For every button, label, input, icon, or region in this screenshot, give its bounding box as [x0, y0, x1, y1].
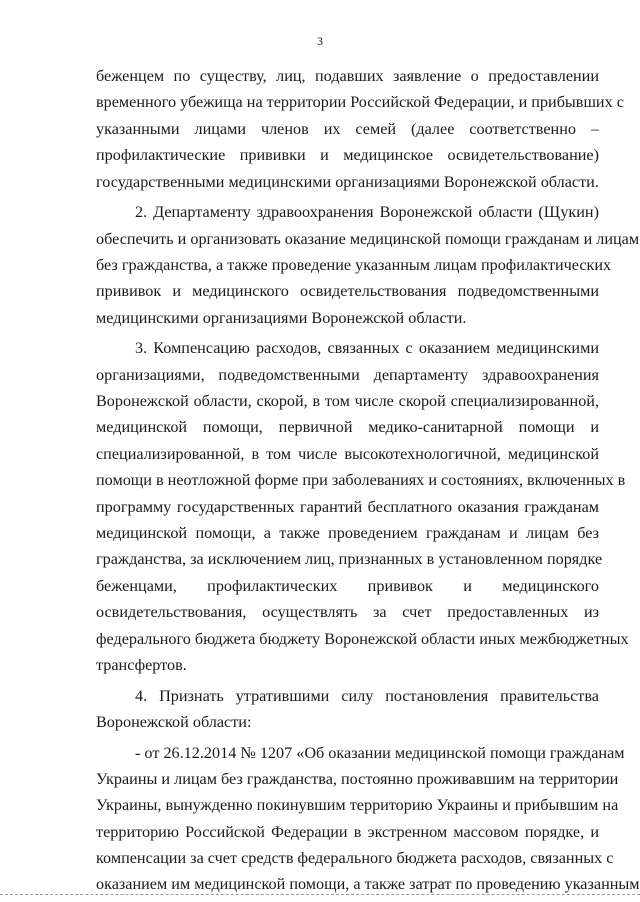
paragraph-4-first-line: 4. Признать утратившими силу постановления правительства [135, 686, 599, 705]
text-line: оказанием им медицинской помощи, а также затрат по проведению указанным [96, 875, 640, 894]
text-line: указанными лицами членов их семей (далее соответственно – [96, 119, 599, 138]
text-line: медицинской помощи, первичной медико-санитарной помощи и [96, 418, 599, 437]
text-line: государственными медицинскими организациями Воронежской области. [96, 172, 599, 191]
text-line: Воронежской области, скорой, в том числе скорой специализированной, [96, 392, 599, 411]
text-line: помощи в неотложной форме при заболеваниях и состояниях, включенных в [96, 471, 626, 490]
text-line: Воронежской области: [96, 712, 252, 731]
text-line: без гражданства, а также проведение указанным лицам профилактических [96, 255, 612, 274]
list-item-first-line: - от 26.12.2014 № 1207 «Об оказании медицинской помощи гражданам [135, 743, 625, 762]
paragraph-3-first-line: 3. Компенсацию расходов, связанных с оказанием медицинскими [135, 339, 599, 358]
text-line: беженцем по существу, лиц, подавших заявление о предоставлении [96, 67, 599, 85]
text-line: гражданства, за исключением лиц, признанных в установленном порядке [96, 550, 603, 569]
paragraph-2-first-line: 2. Департаменту здравоохранения Воронежской области (Щукин) [135, 203, 599, 222]
document-body [96, 63, 640, 898]
text-line: Украины и лицам без гражданства, постоянно проживавшим на территории [96, 769, 619, 788]
text-line: специализированной, в том числе высокотехнологичной, медицинской [96, 444, 599, 463]
text-line: компенсации за счет средств федерального бюджета расходов, связанных с [96, 849, 614, 868]
text-line: трансфертов. [96, 655, 187, 674]
text-line: прививок и медицинского освидетельствования подведомственными [96, 282, 599, 301]
text-line: обеспечить и организовать оказание медицинской помощи гражданам и лицам [96, 229, 640, 248]
text-line: организациями, подведомственными департаменту здравоохранения [96, 365, 599, 384]
text-line: освидетельствования, осуществлять за счет предоставленных из [96, 603, 599, 622]
text-line: программу государственных гарантий бесплатного оказания гражданам [96, 497, 599, 516]
text-line: беженцами, профилактических прививок и медицинского [96, 576, 599, 595]
page-number: 3 [317, 34, 323, 48]
text-line: временного убежища на территории Российской Федерации, и прибывших с [96, 93, 624, 112]
text-line: медицинскими организациями Воронежской области. [96, 308, 467, 327]
text-line: Украины, вынужденно покинувшим территорию Украины и прибывшим на [96, 796, 619, 815]
text-line: территорию Российской Федерации в экстренном массовом порядке, и [96, 822, 599, 841]
text-line: профилактические прививки и медицинское освидетельствование) [96, 146, 599, 165]
text-line: федерального бюджета бюджету Воронежской области иных межбюджетных [96, 629, 629, 648]
text-line: медицинской помощи, а также проведением гражданам и лицам без [96, 524, 599, 543]
